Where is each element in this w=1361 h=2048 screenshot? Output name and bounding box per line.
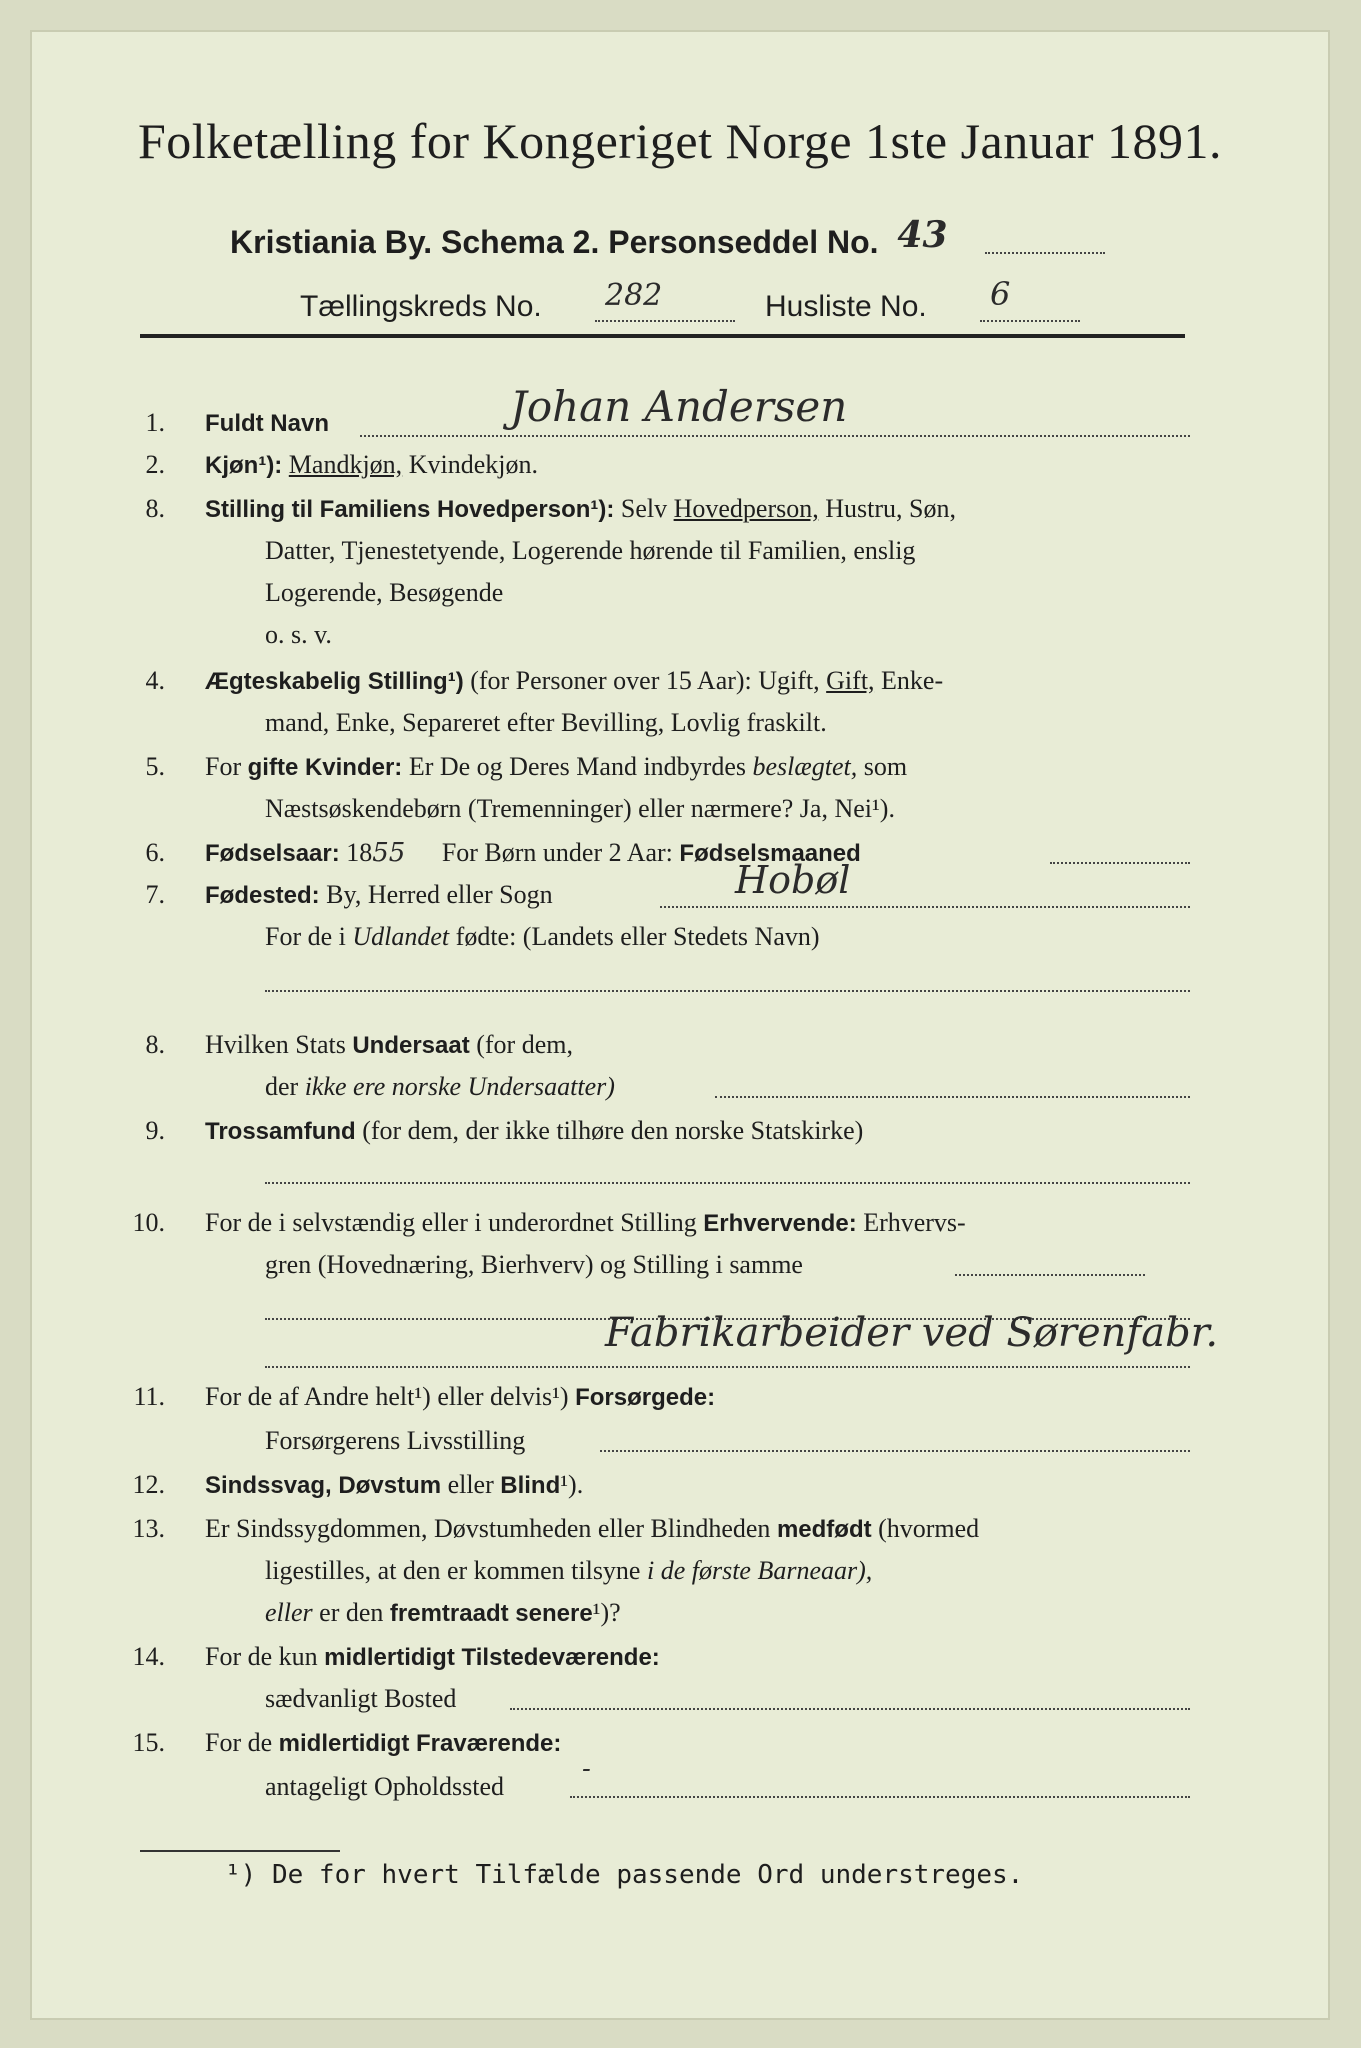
birth-year-value: 55 <box>372 838 406 868</box>
birth-year-label: Fødselsaar: <box>205 840 340 867</box>
citizenship-dots <box>715 1096 1190 1098</box>
form-title: Folketælling for Kongeriget Norge 1ste Januar 1891. <box>137 113 1223 169</box>
tællingskreds-number: 282 <box>605 278 663 313</box>
item-15-line-1 <box>205 1728 561 1758</box>
item-14-line-2: sædvanligt Bosted <box>265 1684 457 1713</box>
full-name-dots <box>360 435 1190 437</box>
husliste-number: 6 <box>990 275 1011 313</box>
full-name-value: Johan Andersen <box>510 382 848 431</box>
item-5-related: beslægtet, <box>752 752 858 781</box>
gender-label: Kjøn¹): <box>205 452 283 479</box>
temp-absent-text: For de <box>205 1728 273 1757</box>
birth-month-dots <box>1050 862 1190 864</box>
item-8-number: 8. <box>145 1030 165 1059</box>
disability-origin-text: Er Sindssygdommen, Døvstumheden eller Blindheden <box>205 1514 771 1543</box>
schema-line <box>230 214 948 262</box>
supported-text: For de af Andre helt¹) eller delvis¹) <box>205 1382 569 1411</box>
item-2-line <box>205 450 538 480</box>
religion-dots <box>265 1182 1190 1184</box>
religion-text: (for dem, der ikke tilhøre den norske Statskirke) <box>362 1116 864 1145</box>
item-4-line-1 <box>205 666 943 696</box>
disability-childhood: i de første Barneaar), <box>646 1556 873 1585</box>
marital-status-widower: Enke- <box>881 666 944 695</box>
birthplace-label: Fødested: <box>205 882 320 909</box>
item-3-line-4: o. s. v. <box>265 620 332 649</box>
citizenship-text: Hvilken Stats <box>205 1030 346 1059</box>
personseddel-number: 43 <box>897 214 948 256</box>
census-form-sheet <box>30 30 1330 2020</box>
abroad-text: fødte: (Landets eller Stedets Navn) <box>455 922 820 951</box>
item-3-line-1 <box>205 494 956 524</box>
residence-dots <box>570 1796 1190 1798</box>
occupation-text: For de i selvstændig eller i underordnet Stilling <box>205 1208 697 1237</box>
item-5-for: For <box>205 752 242 781</box>
disability-question: ¹)? <box>592 1598 621 1627</box>
item-10-line-2: gren (Hovednæring, Bierhverv) og Stilling i samme <box>265 1250 803 1279</box>
item-11-number: 11. <box>133 1382 165 1411</box>
item-11-line-1 <box>205 1382 715 1412</box>
item-6-number: 6. <box>145 838 165 867</box>
item-3-line-2: Datter, Tjenestetyende, Logerende hørende til Familien, enslig <box>265 536 916 565</box>
item-9-number: 9. <box>145 1116 165 1145</box>
birthplace-dots <box>660 906 1190 908</box>
gender-option-female: Kvindekjøn. <box>408 450 538 479</box>
disability-later-label: fremtraadt senere <box>389 1600 593 1627</box>
item-5-line-1 <box>205 752 907 782</box>
disability-eller: eller <box>447 1470 494 1499</box>
married-women-label: gifte Kvinder: <box>247 754 403 781</box>
birth-month-label: Fødselsmaaned <box>679 840 861 867</box>
citizenship-text-2: (for dem, <box>476 1030 573 1059</box>
religion-label: Trossamfund <box>205 1118 356 1145</box>
item-11-line-2: Forsørgerens Livsstilling <box>265 1426 526 1455</box>
item-7-number: 7. <box>145 880 165 909</box>
disability-note: ¹). <box>560 1470 584 1499</box>
family-position-head: Hovedperson, <box>673 494 819 523</box>
marital-status-text: (for Personer over 15 Aar): Ugift, <box>470 666 820 695</box>
item-4-line-2: mand, Enke, Separeret efter Bevilling, Lovlig fraskilt. <box>265 708 827 737</box>
citizenship-label: Undersaat <box>352 1032 470 1059</box>
temp-absent-label: midlertidigt Fraværende: <box>278 1730 562 1757</box>
occupation-text-2: Erhvervs- <box>863 1208 966 1237</box>
item-14-number: 14. <box>132 1642 165 1671</box>
husliste-label: Husliste No. <box>765 290 927 323</box>
item-1-label <box>205 408 329 438</box>
family-position-self: Selv <box>620 494 668 523</box>
item-7-line-2 <box>265 922 820 952</box>
item-13-number: 13. <box>132 1514 165 1543</box>
item-13-line-2 <box>265 1556 872 1586</box>
item-4-number: 4. <box>145 666 165 695</box>
item-12-number: 12. <box>132 1470 165 1499</box>
occupation-dots-3 <box>265 1366 1190 1368</box>
footnote-rule <box>140 1850 340 1852</box>
item-3-line-3: Logerende, Besøgende <box>265 578 504 607</box>
full-name-label: Fuldt Navn <box>205 410 329 437</box>
item-10-number: 10. <box>132 1208 165 1237</box>
item-5-question: Er De og Deres Mand indbyrdes <box>408 752 746 781</box>
temp-present-label: midlertidigt Tilstedeværende: <box>324 1644 660 1671</box>
disability-origin-text-2: (hvormed <box>878 1514 980 1543</box>
item-8-line-2 <box>265 1072 615 1102</box>
header-rule <box>140 334 1185 338</box>
item-13-line-1 <box>205 1514 979 1544</box>
occupation-value: Fabrikarbeider ved Sørenfabr. <box>605 1310 1219 1356</box>
usual-residence-dots <box>510 1708 1190 1710</box>
disability-label: Sindssvag, Døvstum <box>205 1472 442 1499</box>
disability-congenital-label: medfødt <box>776 1516 872 1543</box>
disability-origin-line-2: ligestilles, at den er kommen tilsyne <box>265 1556 641 1585</box>
birthplace-text: By, Herred eller Sogn <box>326 880 553 909</box>
item-5-number: 5. <box>145 752 165 781</box>
abroad-dots <box>265 990 1190 992</box>
item-7-line-1 <box>205 880 553 910</box>
item-5-line-2: Næstsøskendebørn (Tremenninger) eller nærmere? Ja, Nei¹). <box>265 794 895 823</box>
item-1-number: 1. <box>145 408 165 437</box>
occupation-label: Erhvervende: <box>703 1210 857 1237</box>
item-14-line-1 <box>205 1642 660 1672</box>
residence-value: - <box>582 1754 591 1784</box>
item-15-number: 15. <box>132 1728 165 1757</box>
disability-blind: Blind <box>500 1472 561 1499</box>
family-position-label: Stilling til Familiens Hovedperson¹): <box>205 496 615 523</box>
item-3-number: 8. <box>145 494 165 523</box>
footnote: ¹) De for hvert Tilfælde passende Ord understreges. <box>225 1860 1024 1890</box>
item-15-line-2: antageligt Opholdssted <box>265 1772 505 1801</box>
tællingskreds-label: Tællingskreds No. <box>300 290 542 323</box>
occupation-dots-1 <box>955 1274 1145 1276</box>
family-position-options: Hustru, Søn, <box>825 494 956 523</box>
husliste-dots <box>980 320 1080 322</box>
personseddel-dots <box>985 252 1105 254</box>
item-8-line-1 <box>205 1030 573 1060</box>
disability-er-den: er den <box>319 1598 384 1627</box>
tællingskreds-dots <box>595 320 735 322</box>
item-13-line-3 <box>265 1598 621 1628</box>
marital-status-married: Gift, <box>826 666 875 695</box>
temp-present-text: For de kun <box>205 1642 318 1671</box>
citizenship-der: der <box>265 1072 299 1101</box>
item-12-line <box>205 1470 583 1500</box>
item-2-number: 2. <box>145 450 165 479</box>
item-9-line <box>205 1116 863 1146</box>
supported-label: Forsørgede: <box>575 1384 716 1411</box>
schema-line-text: Kristiania By. Schema 2. Personseddel No. <box>230 224 879 260</box>
citizenship-non-norwegian: ikke ere norske Undersaatter) <box>304 1072 615 1101</box>
item-5-som: som <box>863 752 908 781</box>
marital-status-label: Ægteskabelig Stilling¹) <box>205 668 464 695</box>
item-10-line-1 <box>205 1208 966 1238</box>
disability-eller-italic: eller <box>265 1598 313 1627</box>
birth-year-prefix: 18 <box>346 838 373 867</box>
birthplace-value: Hobøl <box>735 858 851 902</box>
gender-option-male: Mandkjøn, <box>288 450 403 479</box>
birth-month-text: For Børn under 2 Aar: <box>441 838 673 867</box>
abroad-for: For de i <box>265 922 346 951</box>
abroad-word: Udlandet <box>352 922 450 951</box>
supporter-dots <box>600 1450 1190 1452</box>
